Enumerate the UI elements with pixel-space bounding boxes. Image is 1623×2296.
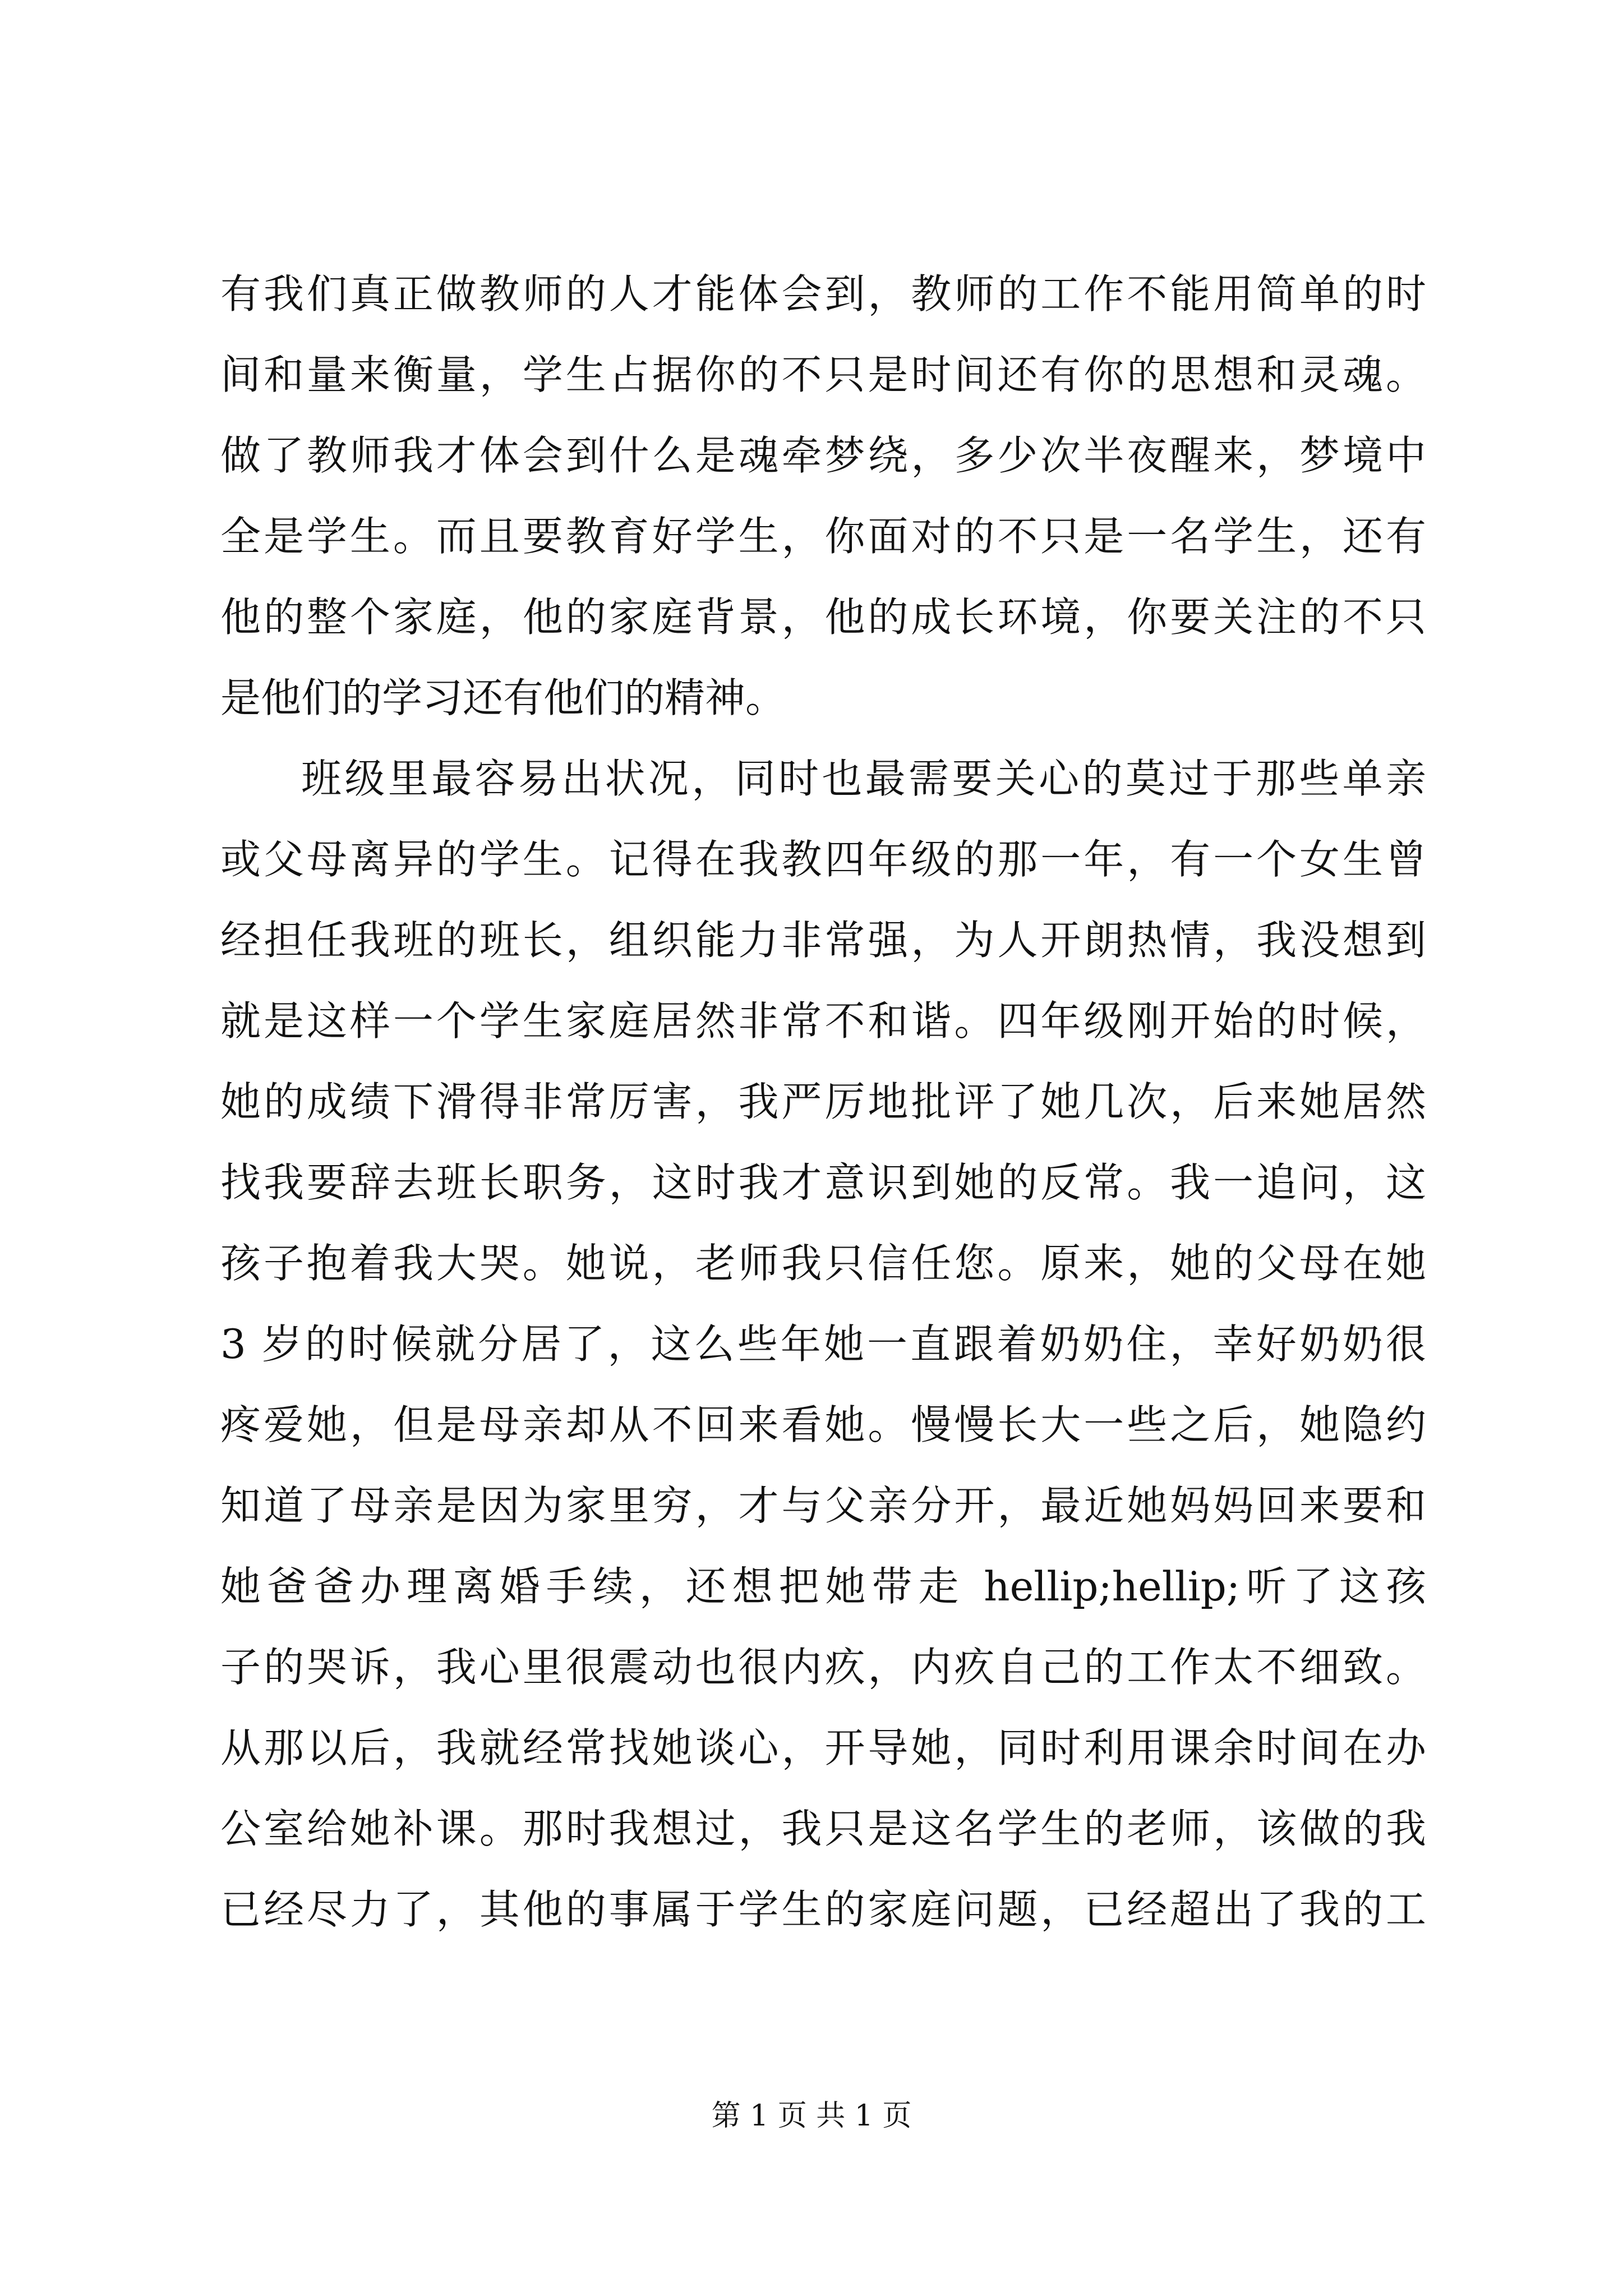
text-line: 知道了母亲是因为家里穷，才与父亲分开，最近她妈妈回来要和 — [220, 1482, 1426, 1529]
text-line: 子的哭诉，我心里很震动也很内疚，内疚自己的工作太不细致。 — [220, 1644, 1426, 1691]
text-line: 有我们真正做教师的人才能体会到，教师的工作不能用简单的时 — [220, 270, 1426, 318]
text-line: 疼爱她，但是母亲却从不回来看她。慢慢长大一些之后，她隐约 — [220, 1401, 1426, 1448]
text-line: 他的整个家庭，他的家庭背景，他的成长环境，你要关注的不只 — [220, 593, 1426, 641]
text-line: 她的成绩下滑得非常厉害，我严厉地批评了她几次，后来她居然 — [220, 1078, 1426, 1125]
text-line: 她爸爸办理离婚手续，还想把她带走 hellip;hellip;听了这孩 — [220, 1563, 1426, 1610]
body-text — [220, 254, 1426, 1950]
text-line: 公室给她补课。那时我想过，我只是这名学生的老师，该做的我 — [220, 1805, 1426, 1852]
text-line: 就是这样一个学生家庭居然非常不和谐。四年级刚开始的时候， — [220, 997, 1426, 1045]
text-line: 找我要辞去班长职务，这时我才意识到她的反常。我一追问，这 — [220, 1159, 1426, 1206]
text-line-paragraph-end: 是他们的学习还有他们的精神。 — [220, 674, 786, 721]
text-line: 做了教师我才体会到什么是魂牵梦绕，多少次半夜醒来，梦境中 — [220, 432, 1426, 479]
text-line: 全是学生。而且要教育好学生，你面对的不只是一名学生，还有 — [220, 513, 1426, 560]
text-line-paragraph-start: 班级里最容易出状况，同时也最需要关心的莫过于那些单亲 — [301, 755, 1426, 802]
text-line: 从那以后，我就经常找她谈心，开导她，同时利用课余时间在办 — [220, 1724, 1426, 1772]
text-line: 间和量来衡量，学生占据你的不只是时间还有你的思想和灵魂。 — [220, 351, 1426, 398]
page-number-footer: 第 1 页 共 1 页 — [711, 2099, 912, 2133]
text-line: 3 岁的时候就分居了，这么些年她一直跟着奶奶住，幸好奶奶很 — [220, 1320, 1426, 1368]
text-line: 或父母离异的学生。记得在我教四年级的那一年，有一个女生曾 — [220, 836, 1426, 883]
text-line: 孩子抱着我大哭。她说，老师我只信任您。原来，她的父母在她 — [220, 1240, 1426, 1287]
text-line: 已经尽力了，其他的事属于学生的家庭问题，已经超出了我的工 — [220, 1886, 1426, 1933]
text-line: 经担任我班的班长，组织能力非常强，为人开朗热情，我没想到 — [220, 917, 1426, 964]
